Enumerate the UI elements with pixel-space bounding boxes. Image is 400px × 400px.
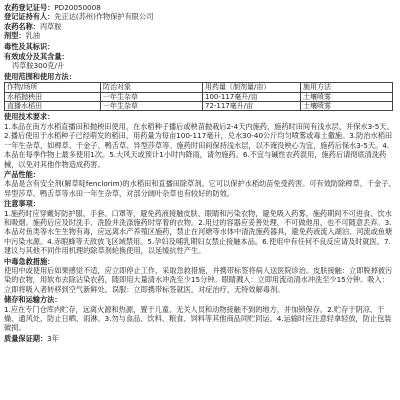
registration-holder-value: 先正达(苏州)作物保护有限公司 bbox=[54, 12, 154, 22]
registration-holder-label: 登记证持有人： bbox=[4, 12, 55, 22]
features-text: 本品是含有安全剂(解草啶fenclorim)的水稻田和直播田除草剂。它可以保护水稻幼苗免受药害。可有效防除稗草、千金子、异型莎草、鸭舌草等水田一年生杂草，对部分阔叶杂草也有较好的防效。 bbox=[4, 179, 396, 198]
table-row bbox=[5, 92, 393, 101]
usage-col-target: 防治对象 bbox=[101, 83, 203, 92]
usage-cell: 土壤喷雾 bbox=[301, 92, 393, 101]
shelf-life-label: 质量保证期： bbox=[4, 333, 48, 343]
usage-cell: 一年生杂草 bbox=[101, 102, 203, 111]
usage-cell: 一年生杂草 bbox=[101, 92, 203, 101]
ingredient-heading: 有效成分及其含量： bbox=[4, 52, 69, 62]
first-aid-heading: 中毒急救措施： bbox=[4, 256, 55, 266]
formulation-label: 剂型： bbox=[4, 31, 26, 41]
usage-cell: 直播水稻田 bbox=[5, 102, 101, 111]
usage-heading: 使用范围和使用方法： bbox=[4, 71, 76, 81]
precautions-heading: 注意事项： bbox=[4, 199, 40, 209]
storage-heading: 储存和运输方法： bbox=[4, 295, 62, 305]
technical-heading: 使用技术要求： bbox=[4, 112, 55, 122]
technical-text: 1.本品在南方水稻直播田和抛秧田使用，在水稻种子播后或秧苗抛栽后2-4天内施药，施药时田间有浅水层，并保水3-5天。2.播后使用于水稻种子已经萌发的稻田，用药量为每亩100-117毫升，兑水30-40公斤均匀喷雾或毒土撒施。3.防治水稻田一年生杂草，如稗草、千金子、鸭舌草、异型莎草等。施药时田间保持浅水层，以不淹没秧心为宜，施药后保水3-5天。4.本品在每季作物上最多使用1次。5.大风天或预计1小时内降雨，请勿施药。6.不宜与碱性农药混用，施药后请彻底清洗药械，以免对其他作物造成药害。 bbox=[4, 121, 394, 169]
registration-number-label: 农药登记证号： bbox=[4, 3, 55, 12]
usage-cell: 水稻抛秧田 bbox=[5, 92, 101, 101]
usage-cell: 72-117毫升/亩 bbox=[203, 102, 301, 111]
ingredient-value: 丙草胺300克/升 bbox=[12, 61, 65, 71]
usage-table-header bbox=[5, 83, 393, 92]
formulation-value: 乳油 bbox=[25, 31, 40, 41]
usage-table bbox=[4, 82, 393, 111]
shelf-life-value: 3年 bbox=[47, 333, 59, 343]
usage-col-dosage: 用药量（制剂量/亩） bbox=[203, 83, 301, 92]
registration-holder-row bbox=[4, 12, 396, 21]
shelf-life-row bbox=[4, 334, 396, 343]
table-row bbox=[5, 102, 393, 111]
usage-col-method: 施用方法 bbox=[301, 83, 393, 92]
precautions-text: 1.施药时应穿戴好防护服、手套、口罩等，避免药液接触皮肤、眼睛和污染衣物，避免吸入药雾。施药期间不可进食、饮水和吸烟。施药后应及时洗手、洗脸并洗涤施药时穿着的衣物。2.用过的容器应妥善处理，不可做他用，也不可随意丢弃。3.本品对鱼类等水生生物有毒，应远离水产养殖区施药，禁止在河塘等水体中清洗施药器具，避免药液流入湖泊、河流或鱼塘中污染水源。4.赤眼蜂等天敌放飞区域禁用。5.孕妇及哺乳期妇女禁止接触本品。6.使用中有任何不良反应请及时就医。7.建议与其他不同作用机理的除草剂轮换使用，以延缓抗性产生。 bbox=[4, 208, 393, 256]
formulation-row bbox=[4, 31, 396, 40]
usage-col-crop: 作物/场所 bbox=[5, 83, 101, 92]
pesticide-name-row bbox=[4, 22, 396, 31]
features-heading: 产品性能： bbox=[4, 169, 40, 179]
registration-number-row bbox=[4, 3, 396, 12]
usage-cell: 100-117毫升/亩 bbox=[203, 92, 301, 101]
first-aid-text: 使用中或使用后如果感觉不适，应立即停止工作，采取急救措施，并携带标签将病人送医院诊治。皮肤接触：立即脱掉被污染的衣物，用软布去除沾染农药，随即用大量清水冲洗至少15分钟。眼睛溅入：立即用流动清水冲洗至少15分钟。吸入：立即将吸入者转移到空气新鲜处。误服：立即携带标签就医，对症治疗，无特效解毒剂。 bbox=[4, 265, 393, 294]
storage-text: 1.应在专门仓库内贮存，远离火源和热源，置于儿童、无关人员和动物接触不到的地方，并加锁保存。2.贮存于阴凉、干燥、通风处，防止日晒、雨淋。3.勿与食品、饮料、粮食、饲料等其他商品同贮同运。4.运输时应注意轻拿轻放，防止包装破损。 bbox=[4, 304, 392, 333]
pesticide-name-value: 丙草胺 bbox=[39, 21, 62, 31]
toxicity-label: 毒性及其标识： bbox=[4, 41, 55, 51]
registration-number-value: PD20050008 bbox=[54, 3, 101, 12]
usage-cell: 土壤喷雾 bbox=[301, 102, 393, 111]
pesticide-name-label: 农药名称： bbox=[4, 21, 40, 31]
